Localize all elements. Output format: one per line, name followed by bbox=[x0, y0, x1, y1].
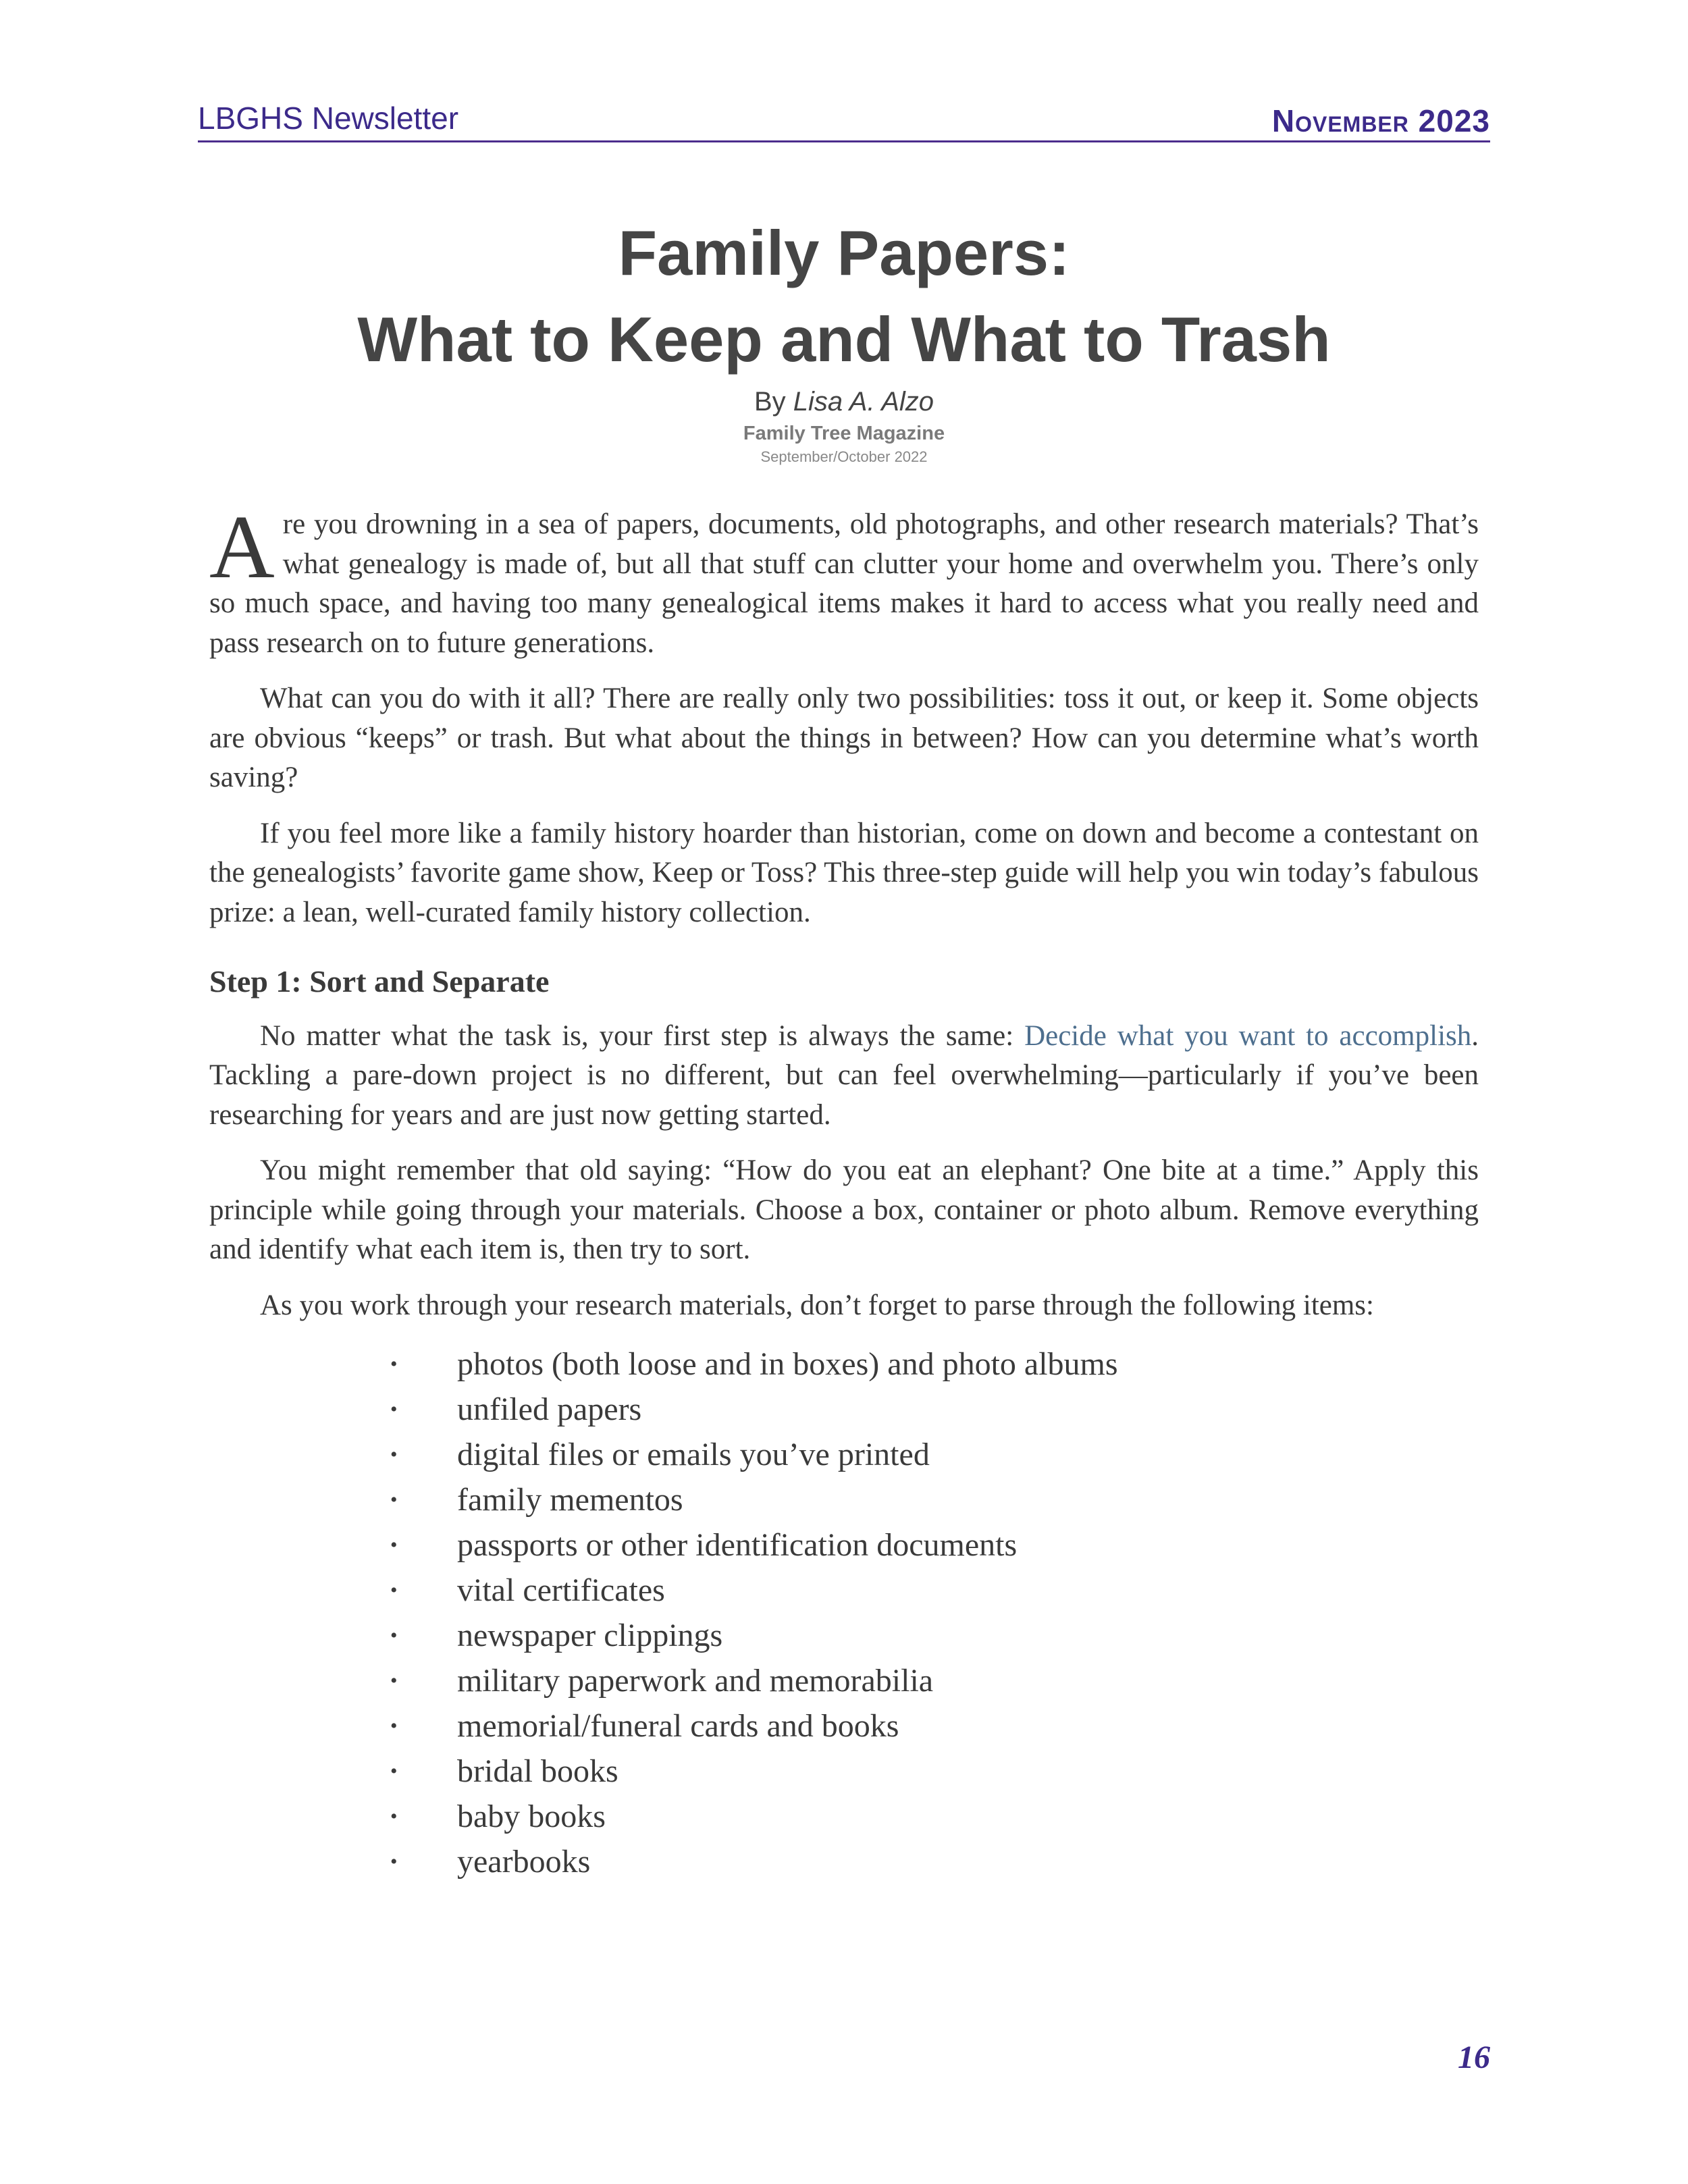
paragraph-6: As you work through your research materials, don’t forget to parse through the following items: bbox=[260, 1289, 1374, 1321]
article-title-line-1: Family Papers: bbox=[618, 217, 1070, 288]
bullet-icon: • bbox=[390, 1670, 398, 1692]
article-title-line-2: What to Keep and What to Trash bbox=[357, 304, 1331, 375]
decide-link[interactable]: Decide what you want to accomplish bbox=[1024, 1019, 1472, 1052]
paragraph-4-end: . Tackling a pare-down project is no different, but can feel overwhelming—particularly if you’ve been researching for years and are just now getting started. bbox=[209, 1019, 1479, 1131]
step-1-heading: Step 1: Sort and Separate bbox=[209, 964, 550, 998]
list-item: • newspaper clippings bbox=[209, 1613, 1479, 1658]
bullet-icon: • bbox=[390, 1398, 398, 1420]
paragraph-3: If you feel more like a family history hoarder than historian, come on down and become a contestant on the genealogists’ favorite game show, Keep or Toss? This three-step guide will help you win today’s fabulous prize: a lean, well-curated family history collection. bbox=[209, 817, 1479, 928]
bullet-icon: • bbox=[390, 1534, 398, 1556]
paragraph-2: What can you do with it all? There are really only two possibilities: toss it out, or keep it. Some objects are obvious “keeps” or trash. But what about the things in between? How can you determine what’s worth saving? bbox=[209, 683, 1479, 793]
list-item: • digital files or emails you’ve printed bbox=[209, 1432, 1479, 1477]
list-item: • photos (both loose and in boxes) and photo albums bbox=[209, 1341, 1479, 1387]
items-list bbox=[209, 1341, 1479, 1884]
page-number: 16 bbox=[1458, 2040, 1490, 2075]
list-item: • memorial/funeral cards and books bbox=[209, 1703, 1479, 1749]
paragraph-4-start: No matter what the task is, your first step is always the same: bbox=[260, 1019, 1025, 1052]
bullet-icon: • bbox=[390, 1443, 398, 1466]
list-item: • baby books bbox=[209, 1794, 1479, 1839]
list-item: • vital certificates bbox=[209, 1568, 1479, 1613]
source-date: September/October 2022 bbox=[760, 448, 928, 465]
paragraph-5: You might remember that old saying: “How do you eat an elephant? One bite at a time.” Apply this principle while going through your materials. Choose a box, container or photo album. Remove everything and identify what each item is, then try to sort. bbox=[209, 1154, 1479, 1265]
byline-prefix: By bbox=[754, 387, 786, 417]
newsletter-name: LBGHS Newsletter bbox=[198, 101, 459, 136]
drop-cap: A bbox=[209, 497, 275, 597]
page-header bbox=[198, 100, 1490, 142]
list-item: • military paperwork and memorabilia bbox=[209, 1658, 1479, 1703]
bullet-icon: • bbox=[390, 1715, 398, 1737]
bullet-icon: • bbox=[390, 1353, 398, 1375]
source-publication: Family Tree Magazine bbox=[743, 423, 945, 444]
paragraph-4 bbox=[209, 1017, 1479, 1136]
paragraph-1-text: re you drowning in a sea of papers, documents, old photographs, and other research materials? That’s what genealogy is made of, but all that stuff can clutter your home and overwhelm you. There’s only so much space, and having too many genealogical items makes it hard to access what you really need and pass research on to future generations. bbox=[209, 508, 1479, 659]
bullet-icon: • bbox=[390, 1624, 398, 1647]
list-item: • unfiled papers bbox=[209, 1387, 1479, 1432]
list-item: • passports or other identification documents bbox=[209, 1522, 1479, 1568]
byline bbox=[0, 387, 1688, 417]
bullet-icon: • bbox=[390, 1489, 398, 1511]
list-item: • yearbooks bbox=[209, 1839, 1479, 1884]
issue-date: November 2023 bbox=[1271, 103, 1490, 138]
author-name: Lisa A. Alzo bbox=[793, 387, 934, 417]
article-body bbox=[209, 497, 1479, 1884]
bullet-icon: • bbox=[390, 1579, 398, 1601]
list-item: • family mementos bbox=[209, 1477, 1479, 1522]
list-item: • bridal books bbox=[209, 1749, 1479, 1794]
bullet-icon: • bbox=[390, 1850, 398, 1873]
bullet-icon: • bbox=[390, 1805, 398, 1828]
bullet-icon: • bbox=[390, 1760, 398, 1782]
paragraph-1 bbox=[209, 497, 1479, 663]
